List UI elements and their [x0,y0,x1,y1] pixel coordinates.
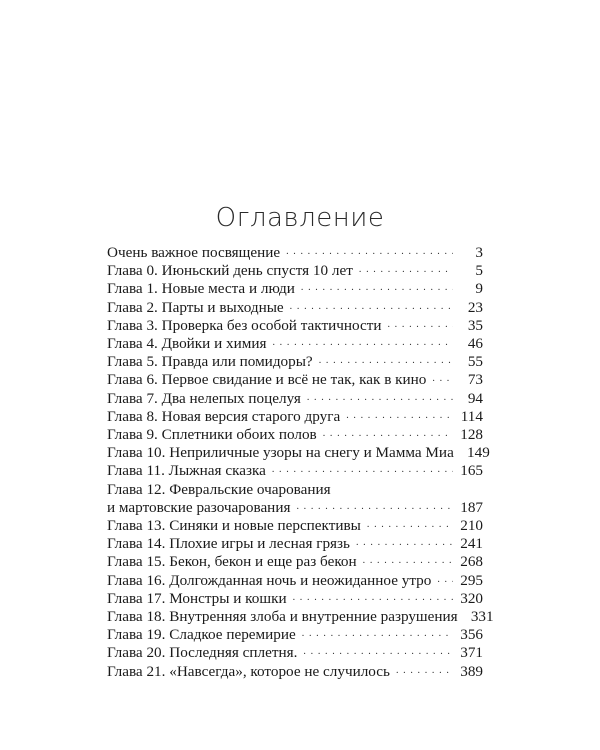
toc-entry[interactable] [107,335,483,353]
toc-entry[interactable] [107,644,483,662]
toc-entry-page: 241 [460,535,483,553]
leader-dots [302,626,453,644]
toc-entry-label: Глава 18. Внутренняя злоба и внутренние разрушения [107,608,458,626]
toc-entry[interactable] [107,426,483,444]
toc-entry-label: Глава 14. Плохие игры и лесная грязь [107,535,350,553]
toc-entry[interactable] [107,408,483,426]
toc-entry-label: Глава 17. Монстры и кошки [107,589,287,607]
toc-entry-label: Глава 16. Долгожданная ночь и неожиданное утро [107,571,432,589]
toc-entry-page: 128 [460,426,483,444]
toc-entry-page: 356 [460,626,483,644]
toc-entry-page: 295 [460,571,483,589]
toc-entry-label: Глава 12. Февральские очарования [107,480,331,498]
toc-entry-label: Глава 8. Новая версия старого друга [107,407,341,425]
leader-dots [307,390,453,408]
toc-entry-page: 3 [475,244,483,261]
toc-entry[interactable] [107,572,483,590]
toc-entry[interactable] [107,299,483,317]
toc-entry[interactable] [107,608,494,626]
toc-entry-label: Очень важное посвящение [107,244,281,261]
toc-entry-page: 9 [475,280,483,298]
toc-entry-label: Глава 3. Проверка без особой тактичности [107,316,382,334]
toc-entry-label: Глава 13. Синяки и новые перспективы [107,517,361,535]
toc-entry[interactable] [107,262,483,280]
toc-entry-label: Глава 2. Парты и выходные [107,298,284,316]
toc-entry[interactable] [107,280,483,298]
toc-entry-page: 371 [460,644,483,662]
leader-dots [356,535,453,553]
toc-entry-page: 268 [460,553,483,571]
toc-entry-label: Глава 10. Неприличные узоры на снегу и Мамма Миа [107,444,454,462]
toc-entry[interactable] [107,626,483,644]
leader-dots [363,553,453,571]
toc-entry-label-continued: и мартовские разочарования [107,498,291,516]
toc-entry-label: Глава 1. Новые места и люди [107,280,295,298]
toc-entry-page: 389 [460,662,483,680]
toc-entry-page: 149 [467,444,490,462]
toc-entry[interactable] [107,317,483,335]
leader-dots [367,517,453,535]
toc-entry-page: 94 [467,389,483,407]
leader-dots [286,244,453,262]
toc-entry[interactable] [107,244,483,262]
toc-entry-page: 331 [470,608,494,626]
leader-dots [323,426,453,444]
toc-entry-page: 55 [467,353,483,371]
toc-entry-label: Глава 4. Двойки и химия [107,335,267,353]
toc-entry[interactable] [107,517,483,535]
leader-dots [301,280,453,298]
toc-entry-page: 5 [475,262,483,280]
leader-dots [432,371,453,389]
toc-entry-label: Глава 5. Правда или помидоры? [107,353,313,371]
toc-entry-label: Глава 0. Июньский день спустя 10 лет [107,262,353,280]
toc-title: Оглавление [215,203,385,233]
toc-entry-label: Глава 6. Первое свидание и всё не так, как в кино [107,371,427,389]
toc-entry-line1[interactable] [107,481,483,499]
toc-entry-page: 114 [460,407,483,425]
toc-entry[interactable] [107,444,490,462]
leader-dots [303,644,453,662]
leader-dots [290,299,453,317]
toc-entry[interactable] [107,553,483,571]
toc-entry-label: Глава 7. Два нелепых поцелуя [107,389,301,407]
leader-dots [272,462,453,480]
toc-entry-label: Глава 21. «Навсегда», которое не случилось [107,662,390,680]
toc-entry[interactable] [107,535,483,553]
toc-entry-label: Глава 15. Бекон, бекон и еще раз бекон [107,553,357,571]
toc-entry-label: Глава 9. Сплетники обоих полов [107,426,317,444]
toc-entry-page: 46 [467,335,483,353]
toc-entry-page: 320 [460,589,483,607]
toc-entry[interactable] [107,371,483,389]
toc-entry-page: 165 [460,462,483,480]
toc-entry-page: 35 [467,316,483,334]
toc-entry[interactable] [107,499,483,517]
table-of-contents [107,244,494,681]
leader-dots [346,408,453,426]
toc-entry-page: 187 [460,498,483,516]
leader-dots [296,499,453,517]
leader-dots [387,317,453,335]
toc-entry-label: Глава 11. Лыжная сказка [107,462,266,480]
leader-dots [319,353,453,371]
toc-entry[interactable] [107,590,483,608]
toc-entry[interactable] [107,390,483,408]
leader-dots [293,590,453,608]
toc-entry-page: 73 [467,371,483,389]
toc-entry[interactable] [107,663,483,681]
toc-entry[interactable] [107,353,483,371]
toc-entry[interactable] [107,462,483,480]
leader-dots [396,663,453,681]
toc-entry-label: Глава 20. Последняя сплетня. [107,644,298,662]
toc-entry-label: Глава 19. Сладкое перемирие [107,626,296,644]
leader-dots [272,335,453,353]
leader-dots [437,572,453,590]
leader-dots [359,262,453,280]
toc-entry-page: 23 [467,298,483,316]
toc-entry-page: 210 [460,517,483,535]
